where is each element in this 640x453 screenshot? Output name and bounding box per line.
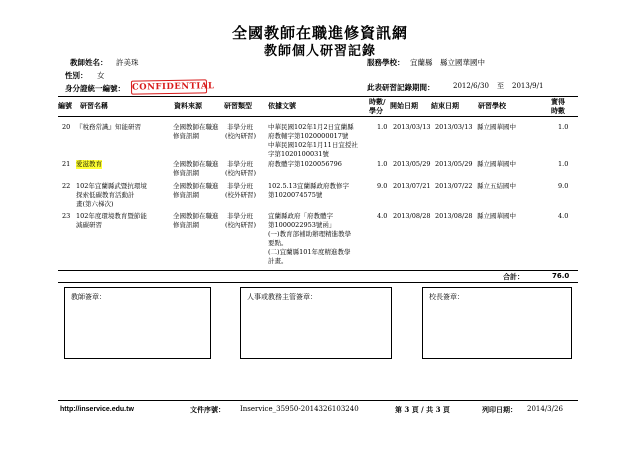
row-hours: 4.0 — [377, 212, 388, 220]
name-label: 教師姓名： — [70, 58, 108, 67]
col-actual-1: 實得 — [551, 98, 565, 106]
table-top-rule — [58, 96, 578, 97]
row-name-line: 102年度環境教育暨節能 — [76, 212, 147, 220]
site-url: http://inservice.edu.tw — [60, 406, 134, 413]
row-type-1: 非學分班 — [227, 160, 253, 168]
row-source-2: 修資訊網 — [173, 169, 199, 177]
table-bottom-rule — [58, 270, 578, 271]
col-start: 開始日期 — [390, 102, 418, 110]
row-doc-line: 第1000022953號函」 — [268, 221, 336, 229]
row-source-1: 全國教師在職進 — [173, 160, 219, 168]
row-end: 2013/07/22 — [435, 182, 473, 190]
row-doc-line: 中華民國102年1月11日宜授社 — [268, 141, 358, 149]
row-hours: 1.0 — [377, 123, 388, 131]
print-date-value: 2014/3/26 — [527, 405, 563, 413]
total-rule — [58, 282, 578, 283]
row-doc-line: 府教體字第1020056796 — [268, 160, 342, 168]
row-type-1: 非學分班 — [227, 123, 253, 131]
school-value: 宜蘭縣 縣立國華國中 — [410, 58, 485, 67]
col-source: 資料來源 — [174, 102, 202, 110]
id-label: 身分證統一編號： — [65, 84, 125, 93]
principal-signature-label: 校長簽章： — [429, 293, 464, 301]
row-type-2: (校內研習) — [225, 221, 257, 229]
page-number: 第 3 頁 / 共 3 頁 — [395, 405, 450, 414]
row-name-line: 畫(第六梯次) — [76, 200, 114, 208]
row-doc-line: (一)教育部補助辦理精進教學 — [268, 230, 352, 238]
col-school: 研習學校 — [478, 102, 506, 110]
col-type: 研習類型 — [224, 102, 252, 110]
row-source-1: 全國教師在職進 — [173, 212, 219, 220]
row-name-line: 102年宜蘭縣武暨抗環境 — [76, 182, 147, 190]
row-source-2: 修資訊網 — [173, 132, 199, 140]
principal-signature-box — [422, 287, 572, 359]
period-label: 此表研習記錄期間： — [367, 83, 435, 92]
row-type-2: (校內研習) — [225, 169, 257, 177]
row-type-1: 非學分班 — [227, 182, 253, 190]
row-no: 20 — [62, 123, 71, 131]
row-doc-line: 宜蘭縣政府「府教體字 — [268, 212, 333, 220]
hr-signature-box — [240, 287, 392, 359]
row-no: 22 — [62, 182, 71, 190]
gender-label: 性別： — [65, 71, 88, 80]
row-hours: 1.0 — [377, 160, 388, 168]
row-hours: 9.0 — [377, 182, 388, 190]
row-type-1: 非學分班 — [227, 212, 253, 220]
row-name-line: 探索低碳教育活動計 — [76, 191, 135, 199]
total-label: 合計： — [503, 273, 524, 281]
row-doc-line: 字第1020100031號 — [268, 150, 329, 158]
row-actual: 1.0 — [558, 123, 569, 131]
col-end: 結束日期 — [431, 102, 459, 110]
row-source-2: 修資訊網 — [173, 191, 199, 199]
teacher-signature-box — [64, 287, 211, 359]
row-doc-line: 府教輔字第1020000017號 — [268, 132, 349, 140]
row-name-line: 減碳研習 — [76, 221, 102, 229]
row-start: 2013/08/28 — [393, 212, 431, 220]
row-doc-line: 第1020074575號 — [268, 191, 323, 199]
row-school: 縣立國華國中 — [477, 160, 516, 168]
row-no: 23 — [62, 212, 71, 220]
row-type-2: (校內研習) — [225, 132, 257, 140]
col-hours-2: 學分 — [369, 107, 383, 115]
col-no: 編號 — [58, 102, 72, 110]
row-start: 2013/05/29 — [393, 160, 431, 168]
row-actual: 4.0 — [558, 212, 569, 220]
row-school: 縣立國華國中 — [477, 212, 516, 220]
col-name: 研習名稱 — [80, 102, 108, 110]
doc-serial-value: Inservice_35950-2014326103240 — [240, 405, 359, 413]
period-to: 至 — [497, 82, 504, 90]
row-type-2: (校外研習) — [225, 191, 257, 199]
row-source-1: 全國教師在職進 — [173, 123, 219, 131]
name-value: 許美珠 — [116, 58, 139, 67]
row-school: 縣立國華國中 — [477, 123, 516, 131]
row-doc-line: 計畫。 — [268, 257, 288, 265]
school-label: 服務學校： — [367, 58, 405, 67]
col-doc: 依據文號 — [268, 102, 296, 110]
total-value: 76.0 — [552, 272, 570, 280]
row-name-highlighted: 愛滋教育 — [76, 160, 102, 168]
row-actual: 9.0 — [558, 182, 569, 190]
row-no: 21 — [62, 160, 71, 168]
row-doc-line: 中華民國102年1月2日宜蘭縣 — [268, 123, 354, 131]
footer-rule — [58, 400, 578, 401]
row-doc-line: 要點。 — [268, 239, 288, 247]
row-start: 2013/07/21 — [393, 182, 431, 190]
row-end: 2013/03/13 — [435, 123, 473, 131]
table-header-rule — [58, 116, 578, 117]
col-actual-2: 時數 — [551, 107, 565, 115]
page-subtitle: 教師個人研習記錄 — [263, 44, 376, 59]
gender-value: 女 — [97, 71, 105, 80]
period-start: 2012/6/30 — [453, 82, 489, 90]
row-end: 2013/05/29 — [435, 160, 473, 168]
row-name: 『稅務常識』知能研習 — [76, 123, 141, 131]
print-date-label: 列印日期： — [482, 406, 517, 414]
row-actual: 1.0 — [558, 160, 569, 168]
period-end: 2013/9/1 — [512, 82, 544, 90]
hr-signature-label: 人事或教務主管簽章： — [247, 293, 317, 301]
page-title: 全國教師在職進修資訊網 — [231, 24, 408, 42]
row-source-2: 修資訊網 — [173, 221, 199, 229]
doc-serial-label: 文件序號： — [190, 406, 225, 414]
row-school: 縣立五結國中 — [477, 182, 516, 190]
confidential-stamp: CONFIDENTIAL — [131, 79, 207, 94]
row-doc-line: 102.5.13宜蘭縣政府教修字 — [268, 182, 349, 190]
row-start: 2013/03/13 — [393, 123, 431, 131]
col-hours-1: 時數/ — [369, 98, 386, 106]
teacher-signature-label: 教師簽章： — [71, 293, 106, 301]
row-source-1: 全國教師在職進 — [173, 182, 219, 190]
row-end: 2013/08/28 — [435, 212, 473, 220]
row-doc-line: (二)宜蘭縣101年度精進教學 — [268, 248, 351, 256]
